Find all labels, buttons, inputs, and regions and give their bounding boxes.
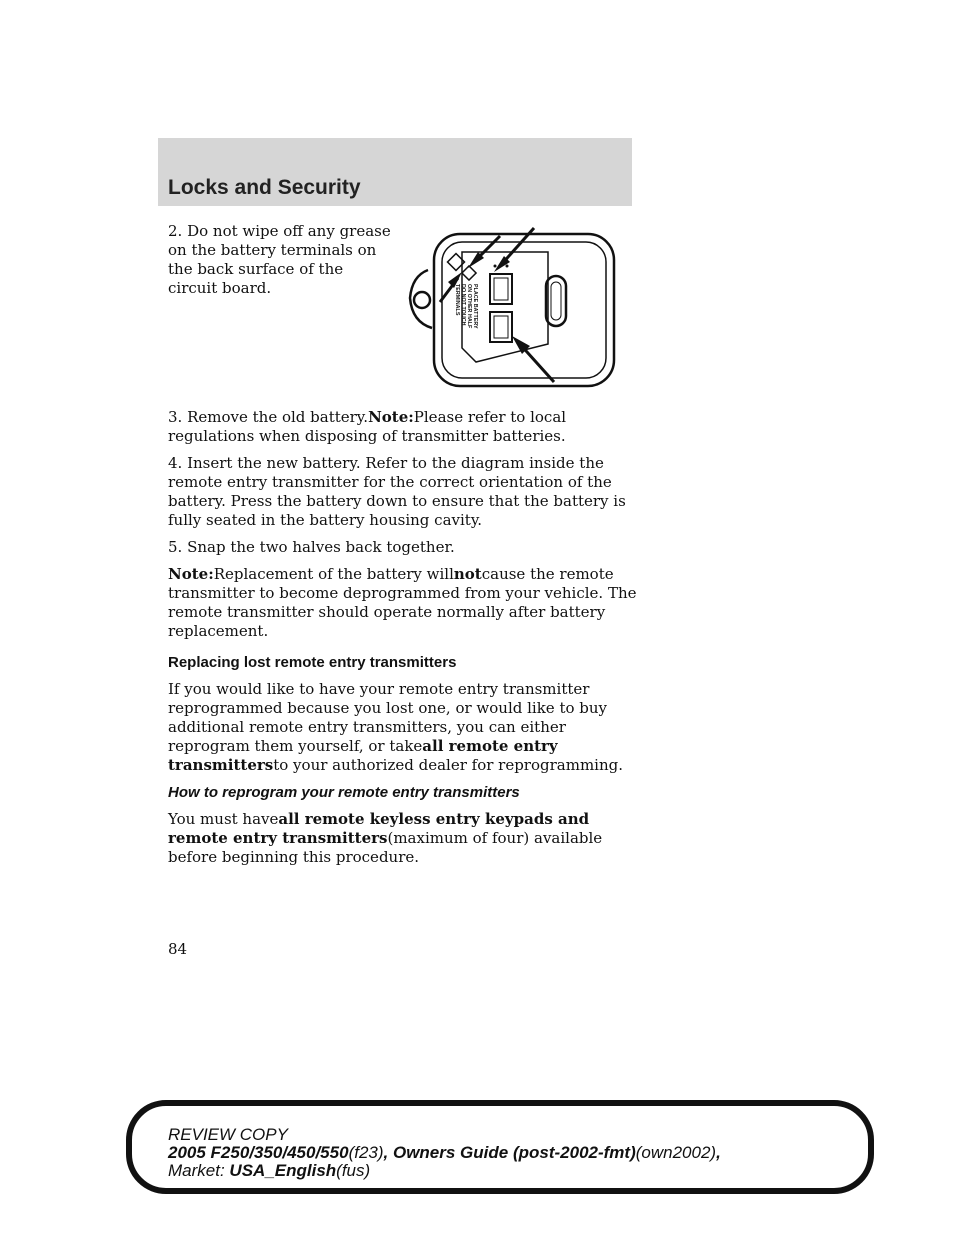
svg-text:DO NOT TOUCH: DO NOT TOUCH (460, 284, 466, 326)
page-content (168, 222, 638, 875)
review-copy-footer (126, 1100, 874, 1194)
svg-text:ON OTHER HALF: ON OTHER HALF (466, 284, 472, 329)
footer-text (168, 1126, 721, 1180)
footer-market-line: Market: USA_English(fus) (168, 1161, 371, 1180)
reprogram-paragraph: You must haveall remote keyless entry keypads and remote entry transmitters(maximum of four) available before beginning this procedure. (168, 810, 603, 866)
heading-replacing-lost-transmitters: Replacing lost remote entry transmitters (168, 654, 457, 671)
footer-review-copy: REVIEW COPY (168, 1125, 288, 1144)
footer-model-line: 2005 F250/350/450/550(f23), Owners Guide (post-2002-fmt)(own2002), (168, 1143, 721, 1162)
svg-text:TERMINALS: TERMINALS (454, 284, 460, 316)
lost-transmitters-paragraph: If you would like to have your remote entry transmitter reprogrammed because you lost one, or would like to buy additional remote entry transmitters, you can either reprogram them yourself, or takeall remote entry transmittersto your authorized dealer for reprogramming. (168, 680, 624, 774)
step-2: 2. Do not wipe off any grease on the battery terminals on the back surface of the circuit board. (168, 222, 391, 297)
section-title: Locks and Security (168, 176, 361, 199)
step-5: 5. Snap the two halves back together. (168, 538, 455, 556)
step-3: 3. Remove the old battery.Note:Please refer to local regulations when disposing of transmitter batteries. (168, 408, 567, 445)
svg-text:PLACE BATTERY: PLACE BATTERY (472, 284, 478, 329)
page-number: 84 (168, 940, 188, 958)
replacement-note: Note:Replacement of the battery willnotcause the remote transmitter to become deprogrammed from your vehicle. The remote transmitter should operate normally after battery replacement. (168, 565, 637, 640)
section-header (158, 138, 632, 206)
step-4: 4. Insert the new battery. Refer to the diagram inside the remote entry transmitter for the correct orientation of the battery. Press the battery down to ensure that the battery is fully seated in the battery housing cavity. (168, 454, 626, 529)
heading-how-to-reprogram: How to reprogram your remote entry transmitters (168, 784, 520, 801)
